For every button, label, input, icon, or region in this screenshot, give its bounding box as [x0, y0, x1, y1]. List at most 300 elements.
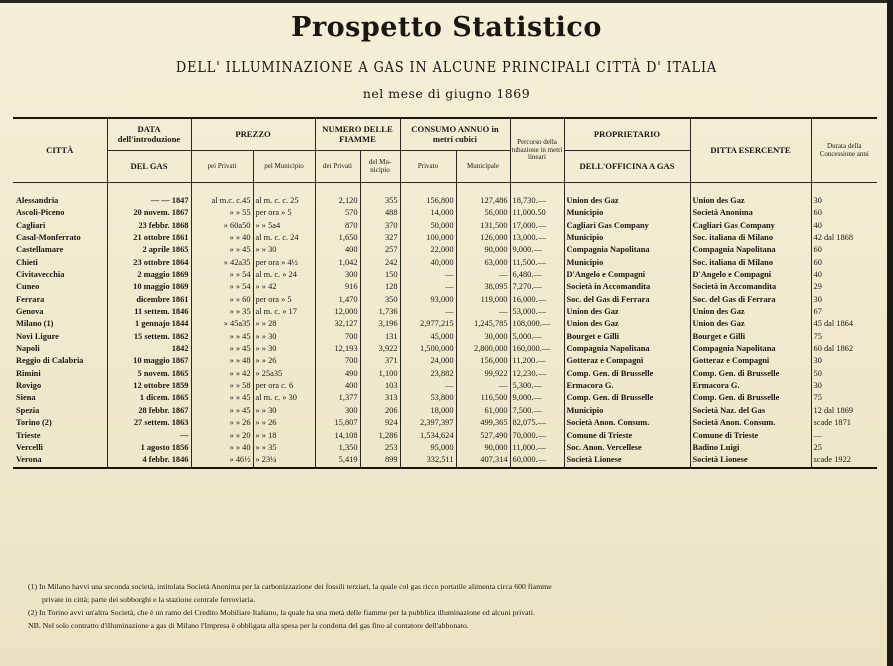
cell-percorso: 16,000.—: [510, 294, 564, 306]
cell-consumo-privato: 18,000: [400, 405, 456, 417]
cell-consumo-privato: 156,800: [400, 195, 456, 207]
cell-proprietario: Union des Gaz: [564, 195, 690, 207]
cell-fiamme-municipio: 313: [360, 393, 400, 405]
cell-consumo-privato: 2,977,215: [400, 318, 456, 330]
cell-percorso: 11,500.—: [510, 257, 564, 269]
table-row: [13, 269, 877, 281]
cell-consumo-municipale: 30,000: [456, 331, 510, 343]
cell-consumo-privato: 22,000: [400, 244, 456, 256]
cell-fiamme-municipio: 242: [360, 257, 400, 269]
cell-ditta: D'Angelo e Compagni: [690, 269, 811, 281]
cell-durata: 30: [811, 380, 877, 392]
cell-prezzo-privati: » » 26: [191, 417, 253, 429]
cell-consumo-privato: 93,000: [400, 294, 456, 306]
cell-fiamme-municipio: 350: [360, 294, 400, 306]
cell-data: 1 dicem. 1865: [107, 393, 191, 405]
cell-consumo-municipale: 126,000: [456, 232, 510, 244]
header-prezzo-municipio: pel Municipio: [253, 151, 315, 183]
cell-fiamme-municipio: 206: [360, 405, 400, 417]
cell-ditta: Compagnia Napolitana: [690, 343, 811, 355]
cell-durata: 67: [811, 306, 877, 318]
cell-consumo-privato: 1,534,624: [400, 430, 456, 442]
cell-citta: Rovigo: [16, 381, 42, 391]
cell-consumo-privato: 53,800: [400, 393, 456, 405]
cell-data: 20 novem. 1867: [107, 207, 191, 219]
cell-fiamme-municipio: 1,736: [360, 306, 400, 318]
cell-percorso: 17,000.—: [510, 220, 564, 232]
cell-prezzo-municipio: » » 42: [253, 281, 315, 293]
header-consumo: CONSUMO ANNUO in metri cubici: [400, 118, 510, 151]
cell-prezzo-municipio: per ora » 5: [253, 294, 315, 306]
cell-consumo-municipale: —: [456, 306, 510, 318]
cell-durata: 75: [811, 331, 877, 343]
cell-percorso: 60,000.—: [510, 454, 564, 467]
cell-fiamme-privati: 1,350: [315, 442, 360, 454]
cell-consumo-municipale: 407,314: [456, 454, 510, 467]
cell-fiamme-municipio: 327: [360, 232, 400, 244]
cell-ditta: Ermacora G.: [690, 380, 811, 392]
cell-prezzo-municipio: » » 28: [253, 318, 315, 330]
cell-fiamme-privati: 14,108: [315, 430, 360, 442]
table-row: [13, 318, 877, 330]
cell-proprietario: Municipio: [564, 257, 690, 269]
cell-durata: 30: [811, 195, 877, 207]
cell-prezzo-municipio: » » 30: [253, 244, 315, 256]
spacer-row: [13, 183, 877, 196]
cell-prezzo-privati: » » 35: [191, 306, 253, 318]
cell-fiamme-municipio: 488: [360, 207, 400, 219]
table-row: [13, 343, 877, 355]
cell-consumo-municipale: 119,000: [456, 294, 510, 306]
cell-citta: Civitavecchia: [16, 270, 65, 280]
cell-durata: 40: [811, 220, 877, 232]
cell-prezzo-municipio: al m. c. » 17: [253, 306, 315, 318]
header-proprietario: PROPRIETARIO: [564, 118, 690, 151]
cell-consumo-municipale: 116,500: [456, 393, 510, 405]
cell-fiamme-privati: 700: [315, 331, 360, 343]
cell-consumo-privato: 50,000: [400, 220, 456, 232]
cell-ditta: Bourget e Gilli: [690, 331, 811, 343]
cell-durata: 60: [811, 257, 877, 269]
cell-data: 2 maggio 1869: [107, 269, 191, 281]
cell-durata: 29: [811, 281, 877, 293]
cell-fiamme-privati: 490: [315, 368, 360, 380]
cell-fiamme-municipio: 370: [360, 220, 400, 232]
cell-prezzo-privati: al m.c. c.45: [191, 195, 253, 207]
cell-citta: Ascoli-Piceno: [16, 208, 65, 218]
cell-citta: Milano (1): [16, 319, 54, 329]
cell-prezzo-municipio: » » 26: [253, 355, 315, 367]
cell-citta: Spezia: [16, 405, 40, 415]
cell-consumo-municipale: 99,922: [456, 368, 510, 380]
cell-percorso: 7,500.—: [510, 405, 564, 417]
cell-citta: Vercelli: [16, 442, 43, 452]
cell-prezzo-municipio: per ora » 4½: [253, 257, 315, 269]
cell-citta: Torino (2): [16, 418, 52, 428]
cell-consumo-municipale: 527,490: [456, 430, 510, 442]
cell-proprietario: Società Anon. Consum.: [564, 417, 690, 429]
cell-prezzo-municipio: al m. c. c. 24: [253, 232, 315, 244]
cell-prezzo-municipio: » » 30: [253, 405, 315, 417]
document-title: Prospetto Statistico: [291, 12, 602, 43]
cell-consumo-privato: 14,000: [400, 207, 456, 219]
header-proprietario-sub: DELL'OFFICINA A GAS: [564, 151, 690, 183]
cell-percorso: 13,000.—: [510, 232, 564, 244]
cell-percorso: 82,075.—: [510, 417, 564, 429]
cell-prezzo-municipio: » 23¼: [253, 454, 315, 467]
cell-consumo-municipale: 90,000: [456, 244, 510, 256]
cell-percorso: 5,000.—: [510, 331, 564, 343]
cell-consumo-privato: —: [400, 281, 456, 293]
cell-percorso: 6,480.—: [510, 269, 564, 281]
cell-consumo-municipale: 1,245,785: [456, 318, 510, 330]
cell-percorso: 108,000.—: [510, 318, 564, 330]
cell-durata: 42 dal 1868: [811, 232, 877, 244]
cell-ditta: Badino Luigi: [690, 442, 811, 454]
table-row: [13, 355, 877, 367]
cell-fiamme-privati: 12,193: [315, 343, 360, 355]
cell-prezzo-municipio: al m. c. » 30: [253, 393, 315, 405]
cell-consumo-municipale: 156,000: [456, 355, 510, 367]
cell-consumo-municipale: 61,000: [456, 405, 510, 417]
cell-durata: 60: [811, 244, 877, 256]
cell-fiamme-privati: 32,127: [315, 318, 360, 330]
cell-citta: Trieste: [16, 430, 41, 440]
cell-prezzo-municipio: » » 30: [253, 331, 315, 343]
cell-data: —: [107, 430, 191, 442]
header-durata: Durata della Concessione anni: [811, 118, 877, 183]
cell-percorso: 11,200.—: [510, 355, 564, 367]
cell-data: 11 settem. 1846: [107, 306, 191, 318]
cell-consumo-privato: —: [400, 269, 456, 281]
cell-proprietario: Gotteraz e Compagni: [564, 355, 690, 367]
cell-fiamme-municipio: 131: [360, 331, 400, 343]
cell-fiamme-municipio: 924: [360, 417, 400, 429]
cell-fiamme-privati: 700: [315, 355, 360, 367]
table-row: [13, 232, 877, 244]
cell-proprietario: Municipio: [564, 232, 690, 244]
table-row: [13, 257, 877, 269]
cell-prezzo-municipio: » » 26: [253, 417, 315, 429]
cell-prezzo-privati: » 45a35: [191, 318, 253, 330]
cell-fiamme-municipio: 3,196: [360, 318, 400, 330]
cell-data: 23 ottobre 1864: [107, 257, 191, 269]
cell-durata: 60 dal 1862: [811, 343, 877, 355]
cell-ditta: Union des Gaz: [690, 195, 811, 207]
header-fiamme-municipio: del Mu-nicipio: [360, 151, 400, 183]
cell-percorso: 9,000.—: [510, 393, 564, 405]
cell-prezzo-municipio: » » 5a4: [253, 220, 315, 232]
table-row: [13, 281, 877, 293]
cell-fiamme-privati: 1,377: [315, 393, 360, 405]
cell-prezzo-privati: » » 40: [191, 232, 253, 244]
cell-citta: Ferrara: [16, 294, 45, 304]
cell-fiamme-municipio: 1,286: [360, 430, 400, 442]
cell-consumo-privato: 24,000: [400, 355, 456, 367]
table-row: [13, 244, 877, 256]
cell-ditta: Comune di Trieste: [690, 430, 811, 442]
cell-data: 10 maggio 1867: [107, 355, 191, 367]
cell-prezzo-privati: » » 55: [191, 207, 253, 219]
cell-consumo-privato: 23,882: [400, 368, 456, 380]
cell-durata: scade 1922: [811, 454, 877, 467]
cell-ditta: Società Anon. Consum.: [690, 417, 811, 429]
cell-fiamme-municipio: 899: [360, 454, 400, 467]
cell-prezzo-municipio: » » 18: [253, 430, 315, 442]
cell-percorso: 53,000.—: [510, 306, 564, 318]
cell-consumo-municipale: 56,000: [456, 207, 510, 219]
table-row: [13, 393, 877, 405]
cell-citta: Chieti: [16, 257, 38, 267]
cell-ditta: Gotteraz e Compagni: [690, 355, 811, 367]
table-row: [13, 207, 877, 219]
cell-durata: 45 dal 1864: [811, 318, 877, 330]
cell-durata: 25: [811, 442, 877, 454]
cell-consumo-municipale: 2,800,000: [456, 343, 510, 355]
cell-proprietario: Comp. Gen. di Brusselle: [564, 368, 690, 380]
cell-fiamme-privati: 570: [315, 207, 360, 219]
cell-prezzo-privati: » 46½: [191, 454, 253, 467]
cell-durata: 30: [811, 355, 877, 367]
cell-consumo-privato: 45,000: [400, 331, 456, 343]
cell-prezzo-privati: » » 45: [191, 331, 253, 343]
cell-consumo-municipale: 63,000: [456, 257, 510, 269]
cell-ditta: Soc. italiana di Milano: [690, 257, 811, 269]
cell-ditta: Società Lionese: [690, 454, 811, 467]
cell-data: 10 maggio 1869: [107, 281, 191, 293]
cell-fiamme-privati: 1,042: [315, 257, 360, 269]
cell-fiamme-privati: 870: [315, 220, 360, 232]
cell-prezzo-privati: » 42a35: [191, 257, 253, 269]
cell-fiamme-municipio: 257: [360, 244, 400, 256]
header-consumo-municipale: Municipale: [456, 151, 510, 183]
cell-proprietario: Union des Gaz: [564, 306, 690, 318]
header-prezzo-privati: pei Privati: [191, 151, 253, 183]
header-ditta: DITTA ESERCENTE: [690, 118, 811, 183]
cell-consumo-privato: 100,000: [400, 232, 456, 244]
cell-prezzo-privati: » » 60: [191, 294, 253, 306]
cell-durata: 12 dal 1869: [811, 405, 877, 417]
scan-border-top: [0, 0, 893, 3]
cell-fiamme-municipio: 371: [360, 355, 400, 367]
cell-fiamme-privati: 300: [315, 405, 360, 417]
cell-proprietario: Comune di Trieste: [564, 430, 690, 442]
header-citta: CITTÀ: [13, 118, 107, 183]
document-subtitle: DELL' ILLUMINAZIONE A GAS IN ALCUNE PRINCIPALI CITTÀ D' ITALIA: [175, 58, 718, 76]
cell-prezzo-privati: » » 54: [191, 281, 253, 293]
cell-citta: Napoli: [16, 344, 40, 354]
cell-proprietario: D'Angelo e Compagni: [564, 269, 690, 281]
cell-fiamme-municipio: 253: [360, 442, 400, 454]
table-header-row: [13, 118, 877, 151]
cell-percorso: 9,000.—: [510, 244, 564, 256]
cell-prezzo-privati: » » 20: [191, 430, 253, 442]
header-data: DATA dell'introduzione: [107, 118, 191, 151]
cell-citta: Castellamare: [16, 245, 64, 255]
cell-durata: 75: [811, 393, 877, 405]
table-row: [13, 294, 877, 306]
cell-citta: Casal-Monferrato: [16, 233, 81, 242]
cell-proprietario: Compagnia Napolitana: [564, 244, 690, 256]
table-row: [13, 306, 877, 318]
cell-ditta: Comp. Gen. di Brusselle: [690, 368, 811, 380]
cell-fiamme-municipio: 3,922: [360, 343, 400, 355]
cell-prezzo-municipio: al m. c. » 24: [253, 269, 315, 281]
cell-ditta: Comp. Gen. di Brusselle: [690, 393, 811, 405]
cell-citta: Novi Ligure: [16, 331, 59, 341]
cell-data: 1 gennajo 1844: [107, 318, 191, 330]
cell-prezzo-municipio: » 25a35: [253, 368, 315, 380]
table-body: [13, 183, 877, 468]
footnotes: [28, 580, 858, 632]
cell-fiamme-privati: 300: [315, 269, 360, 281]
table-row: [13, 220, 877, 232]
cell-data: 21 ottobre 1861: [107, 232, 191, 244]
table-row: [13, 442, 877, 454]
cell-proprietario: Bourget e Gilli: [564, 331, 690, 343]
cell-prezzo-municipio: al m. c. c. 25: [253, 195, 315, 207]
cell-proprietario: Società in Accomandita: [564, 281, 690, 293]
cell-data: 15 settem. 1862: [107, 331, 191, 343]
cell-data: 1842: [107, 343, 191, 355]
cell-citta: Alessandria: [16, 195, 59, 205]
footnote-1-cont: private in città; parte dei sobborghi e la stazione centrale ferroviaria.: [42, 595, 256, 604]
cell-proprietario: Soc. Anon. Vercellese: [564, 442, 690, 454]
cell-ditta: Soc. del Gas di Ferrara: [690, 294, 811, 306]
cell-prezzo-privati: » » 48: [191, 355, 253, 367]
header-percorso: Percorso della tubazione in metri lineari: [510, 118, 564, 183]
cell-consumo-privato: 40,000: [400, 257, 456, 269]
cell-consumo-municipale: 127,486: [456, 195, 510, 207]
cell-data: 27 settem. 1863: [107, 417, 191, 429]
footnote-nb: NB. Nel solo contratto d'illuminazione a gas di Milano l'Impresa è obbligata alla spesa per la condotta del gas fino al contatore dell'abbonato.: [28, 621, 469, 630]
footnote-2: (2) In Torino avvi un'altra Società, che è un ramo del Credito Mobiliare Italiano, la quale ha una metà delle fiamme per la pubblica illuminazione ed alcuni privati.: [28, 608, 535, 617]
table-row: [13, 368, 877, 380]
cell-prezzo-privati: » » 45: [191, 393, 253, 405]
cell-consumo-municipale: 90,000: [456, 442, 510, 454]
cell-fiamme-privati: 400: [315, 244, 360, 256]
cell-prezzo-municipio: per ora » 5: [253, 207, 315, 219]
footnote-1: (1) In Milano havvi una seconda società, intitolata Società Anonima per la carbonizzazione dei fossili terziari, la quale col gas ricco portatile alimenta circa 600 fiamme: [28, 582, 552, 591]
cell-prezzo-privati: » » 54: [191, 269, 253, 281]
cell-prezzo-privati: » » 45: [191, 244, 253, 256]
cell-durata: 50: [811, 368, 877, 380]
cell-prezzo-privati: » » 42: [191, 368, 253, 380]
cell-proprietario: Compagnia Napolitana: [564, 343, 690, 355]
cell-data: 5 novem. 1865: [107, 368, 191, 380]
cell-data: 12 ottobre 1859: [107, 380, 191, 392]
cell-data: 28 febbr. 1867: [107, 405, 191, 417]
cell-prezzo-privati: » » 45: [191, 405, 253, 417]
cell-percorso: 11,000.50: [510, 207, 564, 219]
header-data-sub: DEL GAS: [107, 151, 191, 183]
cell-citta: Cuneo: [16, 282, 40, 292]
cell-fiamme-municipio: 128: [360, 281, 400, 293]
cell-fiamme-municipio: 150: [360, 269, 400, 281]
cell-consumo-municipale: 131,500: [456, 220, 510, 232]
cell-ditta: Cagliari Gas Company: [690, 220, 811, 232]
cell-data: 1 agosto 1856: [107, 442, 191, 454]
cell-fiamme-municipio: 355: [360, 195, 400, 207]
cell-fiamme-municipio: 1,100: [360, 368, 400, 380]
table-row: [13, 331, 877, 343]
cell-percorso: 160,000.—: [510, 343, 564, 355]
header-fiamme: NUMERO DELLE FIAMME: [315, 118, 400, 151]
cell-consumo-privato: 2,397,397: [400, 417, 456, 429]
cell-fiamme-privati: 12,000: [315, 306, 360, 318]
cell-consumo-privato: 1,500,000: [400, 343, 456, 355]
cell-data: dicembre 1861: [107, 294, 191, 306]
cell-prezzo-privati: » » 58: [191, 380, 253, 392]
statistics-table: [13, 117, 877, 469]
cell-ditta: Union des Gaz: [690, 306, 811, 318]
cell-proprietario: Union des Gaz: [564, 318, 690, 330]
cell-ditta: Società Anonima: [690, 207, 811, 219]
cell-citta: Reggio di Calabria: [16, 356, 84, 366]
cell-fiamme-municipio: 103: [360, 380, 400, 392]
cell-fiamme-privati: 1,650: [315, 232, 360, 244]
cell-citta: Rimini: [16, 368, 41, 378]
cell-durata: 60: [811, 207, 877, 219]
cell-proprietario: Ermacora G.: [564, 380, 690, 392]
cell-consumo-municipale: 499,365: [456, 417, 510, 429]
cell-percorso: 18,730.—: [510, 195, 564, 207]
table-row: [13, 454, 877, 467]
cell-proprietario: Cagliari Gas Company: [564, 220, 690, 232]
document-date: nel mese di giugno 1869: [362, 86, 531, 101]
cell-consumo-privato: —: [400, 380, 456, 392]
cell-fiamme-privati: 916: [315, 281, 360, 293]
cell-proprietario: Comp. Gen. di Brusselle: [564, 393, 690, 405]
cell-percorso: 70,000.—: [510, 430, 564, 442]
cell-consumo-privato: 332,511: [400, 454, 456, 467]
table-row: [13, 405, 877, 417]
cell-percorso: 11,000.—: [510, 442, 564, 454]
cell-prezzo-municipio: per ora c. 6: [253, 380, 315, 392]
cell-proprietario: Società Lionese: [564, 454, 690, 467]
cell-prezzo-municipio: » » 35: [253, 442, 315, 454]
cell-citta: Siena: [16, 393, 36, 403]
cell-consumo-municipale: —: [456, 269, 510, 281]
cell-prezzo-privati: » » 40: [191, 442, 253, 454]
cell-durata: —: [811, 430, 877, 442]
cell-consumo-municipale: 38,095: [456, 281, 510, 293]
cell-percorso: 5,300.—: [510, 380, 564, 392]
cell-ditta: Società in Accomandita: [690, 281, 811, 293]
cell-proprietario: Soc. del Gas di Ferrara: [564, 294, 690, 306]
cell-percorso: 7,270.—: [510, 281, 564, 293]
cell-durata: 30: [811, 294, 877, 306]
cell-fiamme-privati: 5,419: [315, 454, 360, 467]
cell-fiamme-privati: 15,807: [315, 417, 360, 429]
table-row: [13, 380, 877, 392]
cell-fiamme-privati: 2,120: [315, 195, 360, 207]
cell-ditta: Soc. italiana di Milano: [690, 232, 811, 244]
table-row: [13, 195, 877, 207]
table-row: [13, 430, 877, 442]
header-fiamme-privati: dei Privati: [315, 151, 360, 183]
header-consumo-privato: Privato: [400, 151, 456, 183]
cell-durata: scade 1871: [811, 417, 877, 429]
cell-ditta: Compagnia Napolitana: [690, 244, 811, 256]
header-prezzo: PREZZO: [191, 118, 315, 151]
cell-consumo-privato: —: [400, 306, 456, 318]
cell-data: 2 aprile 1865: [107, 244, 191, 256]
cell-data: 23 febbr. 1868: [107, 220, 191, 232]
cell-data: 4 febbr. 1846: [107, 454, 191, 467]
cell-consumo-municipale: —: [456, 380, 510, 392]
cell-ditta: Union des Gaz: [690, 318, 811, 330]
